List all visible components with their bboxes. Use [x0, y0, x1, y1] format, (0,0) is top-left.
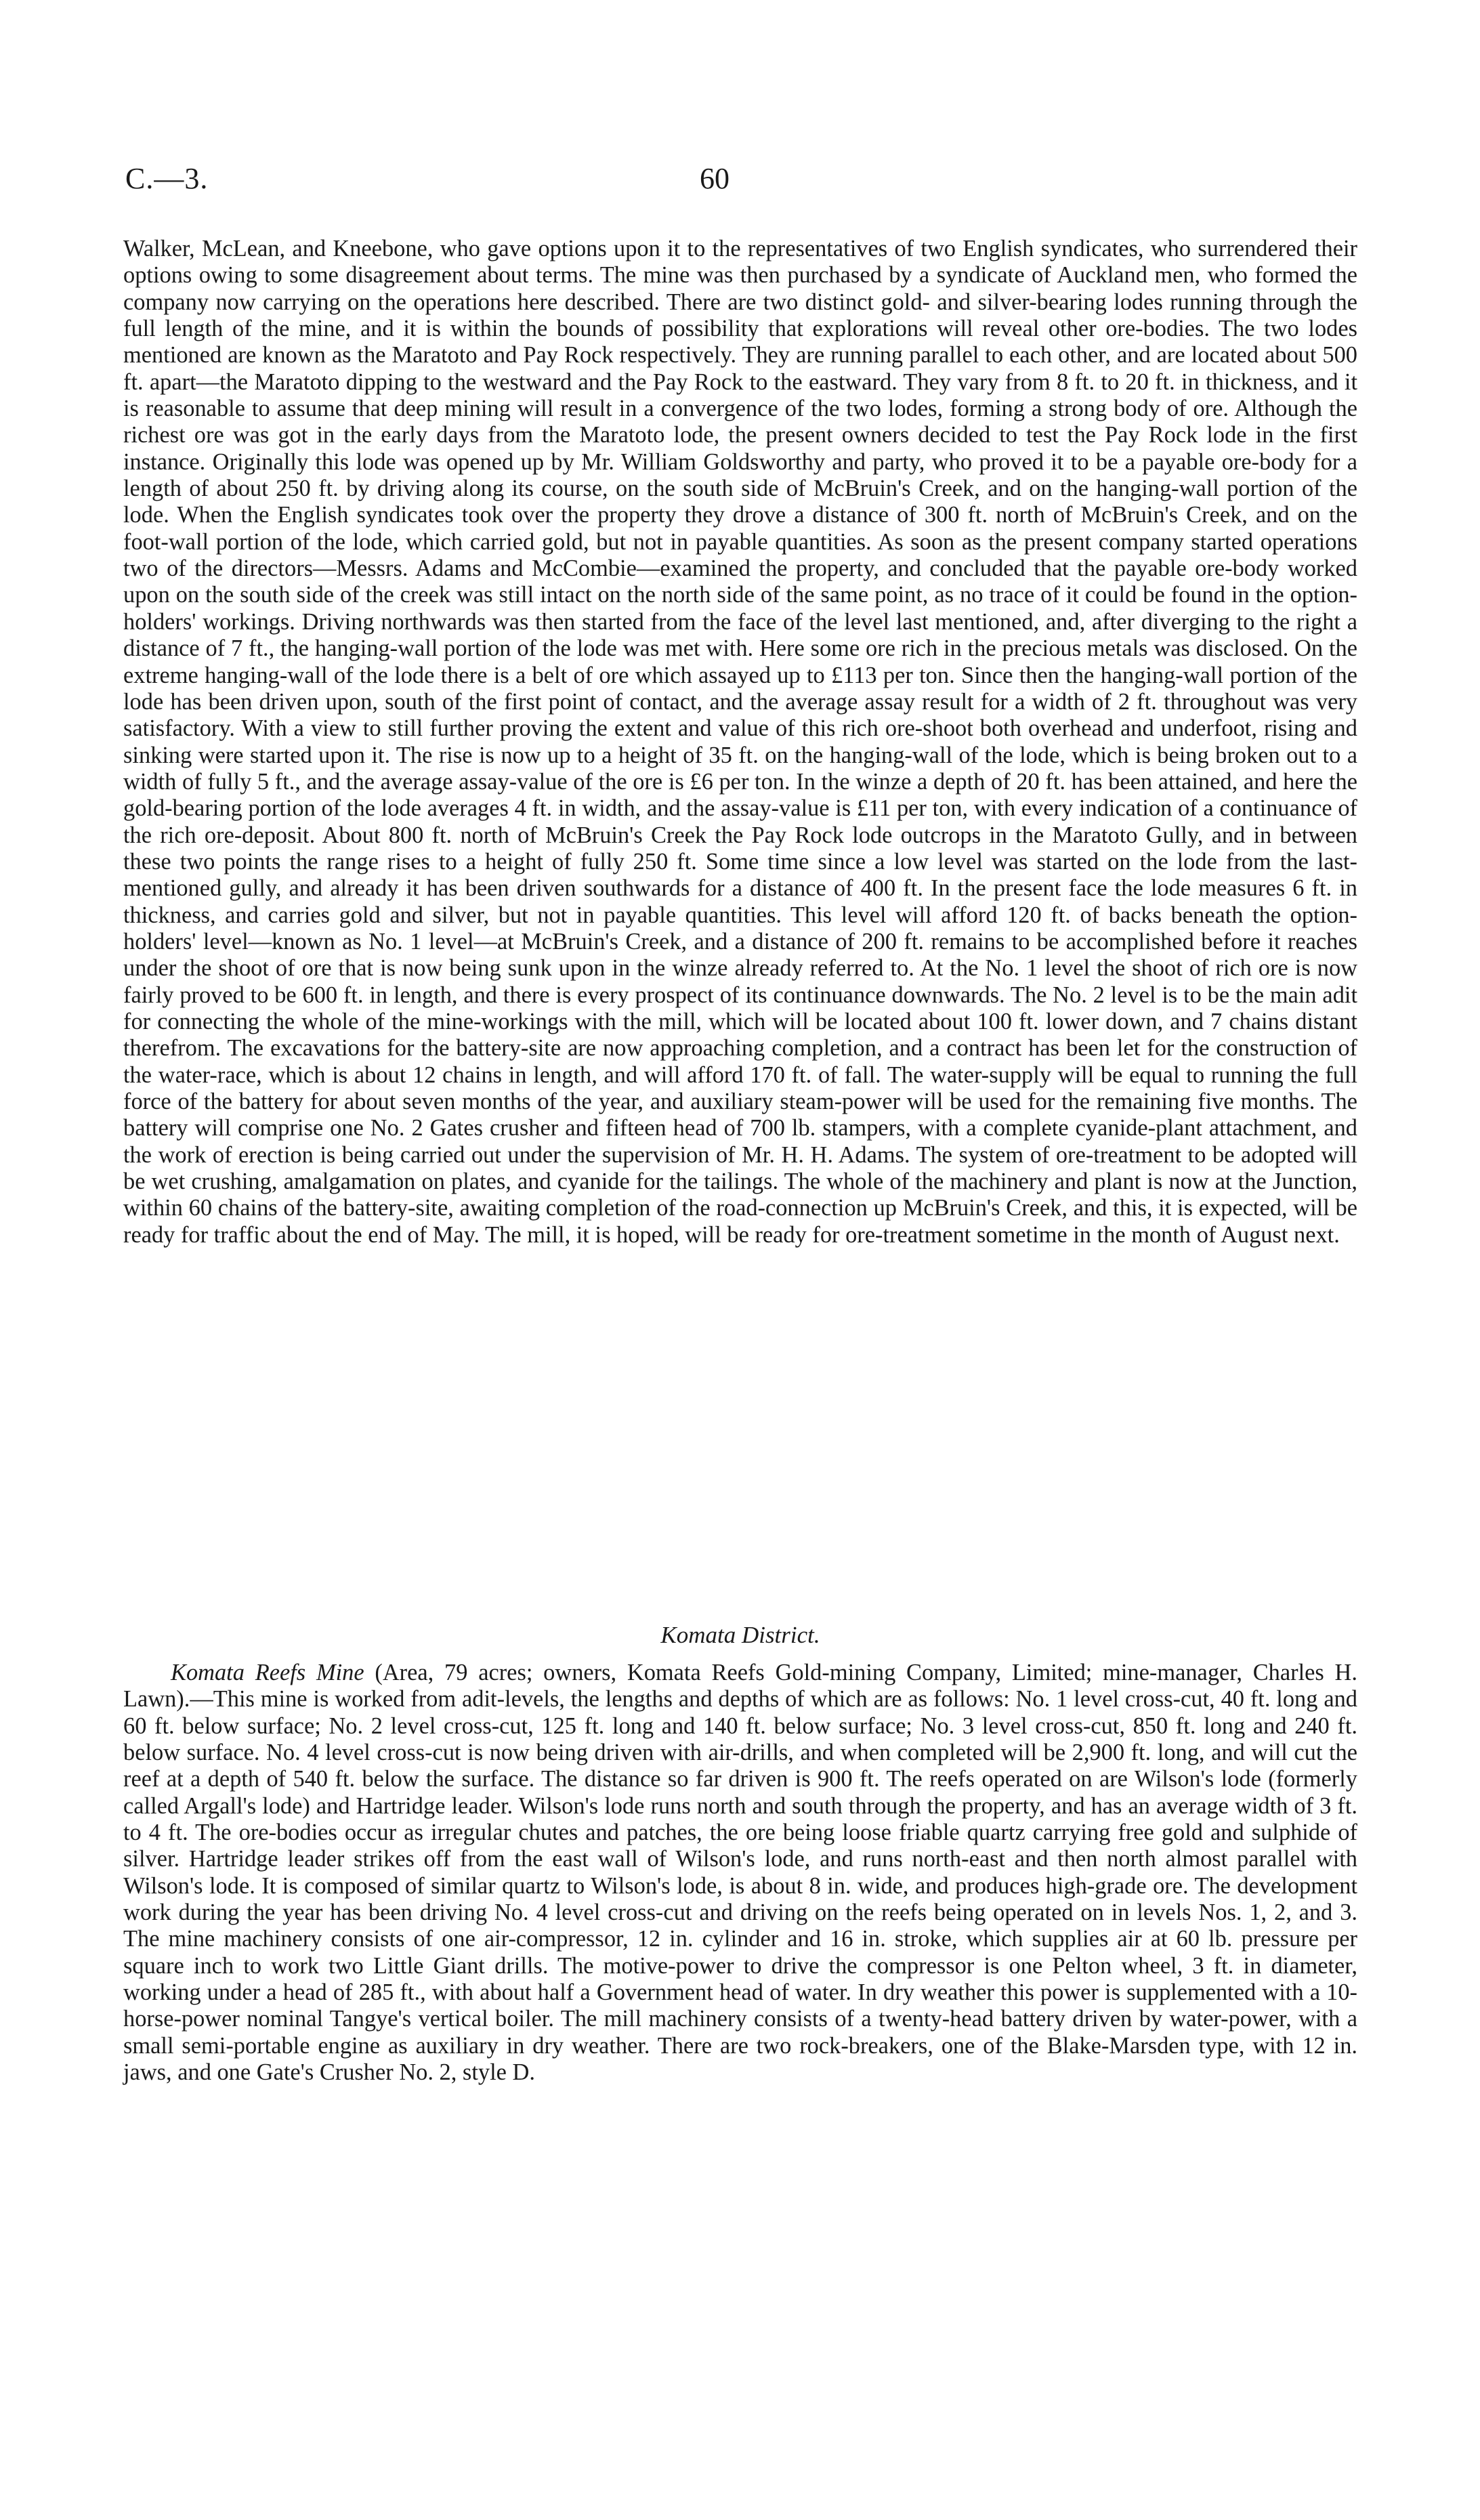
section-heading: Komata District.	[660, 1622, 820, 1648]
document-code: C.—3.	[125, 162, 209, 195]
mine-name: Komata Reefs Mine	[171, 1660, 364, 1685]
paragraph-text: (Area, 79 acres; owners, Komata Reefs Gold-mining Company, Limited; mine-manager, Charles H. Lawn).—This mine is worked from adit-levels, the lengths and depths of which are as follows: No. 1 level cross-cut, 40 ft. long and 60 ft. below surface; No. 2 level cross-cut, 125 ft. long and 140 ft. below surface; No. 3 level cross-cut, 850 ft. long and 240 ft. below surface. No. 4 level cross-cut is now being driven with air-drills, and when completed will be 2,900 ft. long, and will cut the reef at a depth of 540 ft. below the surface. The distance so far driven is 900 ft. The reefs operated on are Wilson's lode (formerly called Argall's lode) and Hartridge leader. Wilson's lode runs north and south through the property, and has an average width of 3 ft. to 4 ft. The ore-bodies occur as irregular chutes and patches, the ore being loose friable quartz carrying free gold and sulphide of silver. Hartridge leader strikes off from the east wall of Wilson's lode, and runs north-east and then north almost parallel with Wilson's lode. It is composed of similar quartz to Wilson's lode, is about 8 in. wide, and produces high-grade ore. The development work during the year has been driving No. 4 level cross-cut and driving on the reefs being operated on in levels Nos. 1, 2, and 3. The mine machinery consists of one air-compressor, 12 in. cylinder and 16 in. stroke, which supplies air at 60 lb. pressure per square inch to work two Little Giant drills. The motive-power to drive the compressor is one Pelton wheel, 3 ft. in diameter, working under a head of 285 ft., with about half a Government head of water. In dry weather this power is supplemented with a 10-horse-power nominal Tangye's vertical boiler. The mill machinery consists of a twenty-head battery driven by water-power, with a small semi-portable engine as auxiliary in dry weather. There are two rock-breakers, one of the Blake-Marsden type, with 12 in. jaws, and one Gate's Crusher No. 2, style D.	[123, 1660, 1357, 2086]
page-number: 60	[700, 162, 730, 195]
body-paragraph: Walker, McLean, and Kneebone, who gave options upon it to the representatives of two English syndicates, who surrendered their options owing to some disagreement about terms. The mine was then purchased by a syndicate of Auckland men, who formed the company now carrying on the operations here described. There are two distinct gold- and silver-bearing lodes running through the full length of the mine, and it is within the bounds of possibility that explorations will reveal other ore-bodies. The two lodes mentioned are known as the Maratoto and Pay Rock respectively. They are running parallel to each other, and are located about 500 ft. apart—the Maratoto dipping to the westward and the Pay Rock to the eastward. They vary from 8 ft. to 20 ft. in thickness, and it is reasonable to assume that deep mining will result in a convergence of the two lodes, forming a strong body of ore. Although the richest ore was got in the early days from the Maratoto lode, the present owners decided to test the Pay Rock lode in the first instance. Originally this lode was opened up by Mr. William Goldsworthy and party, who proved it to be a payable ore-body for a length of about 250 ft. by driving along its course, on the south side of McBruin's Creek, and on the hanging-wall portion of the lode. When the English syndicates took over the property they drove a distance of 300 ft. north of McBruin's Creek, and on the foot-wall portion of the lode, which carried gold, but not in payable quantities. As soon as the present company started operations two of the directors—Messrs. Adams and McCombie—examined the property, and concluded that the payable ore-body worked upon on the south side of the creek was still intact on the north side of the same point, as no trace of it could be found in the option-holders' workings. Driving northwards was then started from the face of the level last mentioned, and, after diverging to the right a distance of 7 ft., the hanging-wall portion of the lode was met with. Here some ore rich in the precious metals was disclosed. On the extreme hanging-wall of the lode there is a belt of ore which assayed up to £113 per ton. Since then the hanging-wall portion of the lode has been driven upon, south of the first point of contact, and the average assay result for a width of 2 ft. throughout was very satisfactory. With a view to still further proving the extent and value of this rich ore-shoot both overhead and underfoot, rising and sinking were started upon it. The rise is now up to a height of 35 ft. on the hanging-wall of the lode, which is being broken out to a width of fully 5 ft., and the average assay-value of the ore is £6 per ton. In the winze a depth of 20 ft. has been attained, and here the gold-bearing portion of the lode averages 4 ft. in width, and the assay-value is £11 per ton, with every indication of a continuance of the rich ore-deposit. About 800 ft. north of McBruin's Creek the Pay Rock lode outcrops in the Maratoto Gully, and in between these two points the range rises to a height of fully 250 ft. Some time since a low level was started on the lode from the last-mentioned gully, and already it has been driven southwards for a distance of 400 ft. In the present face the lode measures 6 ft. in thickness, and carries gold and silver, but not in payable quantities. This level will afford 120 ft. of backs beneath the option-holders' level—known as No. 1 level—at McBruin's Creek, and a distance of 200 ft. remains to be accomplished before it reaches under the shoot of ore that is now being sunk upon in the winze already referred to. At the No. 1 level the shoot of rich ore is now fairly proved to be 600 ft. in length, and there is every prospect of its continuance downwards. The No. 2 level is to be the main adit for connecting the whole of the mine-workings with the mill, which will be located about 100 ft. lower down, and 7 chains distant therefrom. The excavations for the battery-site are now approaching completion, and a contract has been let for the construction of the water-race, which is about 12 chains in length, and will afford 170 ft. of fall. The water-supply will be equal to running the full force of the battery for about seven months of the year, and auxiliary steam-power will be used for the remaining five months. The battery will comprise one No. 2 Gates crusher and fifteen head of 700 lb. stampers, with a complete cyanide-plant attachment, and the work of erection is being carried out under the supervision of Mr. H. H. Adams. The system of ore-treatment to be adopted will be wet crushing, amalgamation on plates, and cyanide for the tailings. The whole of the machinery and plant is now at the Junction, within 60 chains of the battery-site, awaiting completion of the road-connection up McBruin's Creek, and this, it is expected, will be ready for traffic about the end of May. The mill, it is hoped, will be ready for ore-treatment sometime in the month of August next.	[123, 236, 1357, 1248]
body-paragraph	[123, 1660, 1357, 2086]
